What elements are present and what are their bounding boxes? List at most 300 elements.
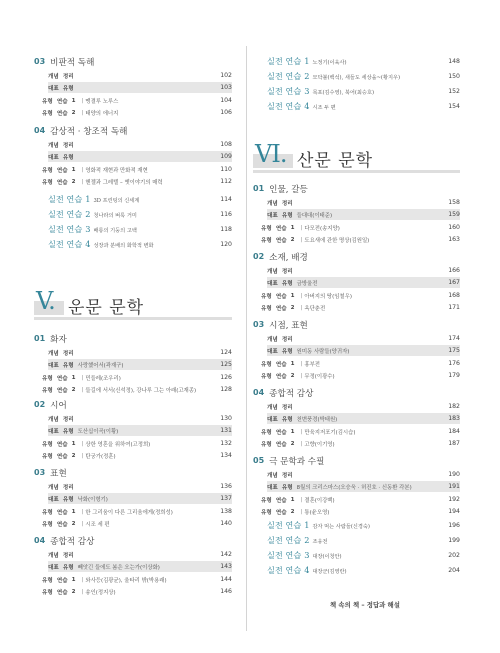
page-number: 190 [448, 471, 460, 478]
representative-label: 대표 [48, 362, 59, 369]
practice-type-entry [34, 449, 232, 462]
practice-number: 1 [290, 428, 295, 435]
separator: | [81, 588, 84, 595]
separator: | [81, 452, 84, 459]
practice-type-entry [253, 233, 460, 246]
summary-label: 정리 [281, 404, 293, 411]
representative-label: 대표 [267, 416, 278, 423]
page-number: 131 [220, 427, 232, 434]
section-title: 시점, 표현 [269, 320, 308, 331]
representative-label: 대표 [48, 154, 59, 161]
separator: | [300, 236, 303, 243]
practice-number: 4 [85, 239, 91, 249]
page-number: 130 [220, 415, 232, 422]
real-practice-label: 실전 연습 [267, 86, 302, 96]
summary-label: 정리 [62, 416, 74, 423]
practice-number: 1 [290, 224, 295, 231]
type-label: 유형 [261, 429, 272, 436]
concept-label: 개념 [267, 268, 278, 275]
practice-number: 2 [290, 508, 295, 515]
type-label: 유형 [281, 212, 293, 219]
practice-number: 2 [290, 440, 295, 447]
representative-type-entry [34, 492, 232, 505]
practice-number: 1 [304, 520, 310, 530]
practice-label: 연습 [56, 577, 68, 584]
unit-number: VI. [255, 140, 287, 168]
practice-number: 1 [290, 292, 295, 299]
practice-number: 1 [71, 576, 76, 583]
page-number: 171 [448, 304, 460, 311]
page-number: 103 [220, 84, 232, 91]
practice-number: 2 [304, 535, 310, 545]
type-label: 유형 [261, 509, 272, 516]
entry-title: 청나라의 벼룩 거미 [93, 213, 137, 219]
practice-label: 연습 [56, 167, 68, 174]
entry-title: 탄궁가(정훈) [85, 453, 116, 460]
practice-label: 연습 [56, 509, 68, 516]
section-number: 05 [253, 456, 265, 465]
type-label: 유형 [62, 154, 74, 161]
practice-number: 2 [71, 520, 76, 527]
page-number: 137 [220, 495, 232, 502]
section-heading [253, 317, 460, 332]
entry-title: 영화적 재현과 만화적 재현 [85, 167, 148, 174]
page-number: 136 [220, 483, 232, 490]
real-practice-heading [267, 86, 374, 97]
page-number: 175 [448, 347, 460, 354]
representative-type-entry [253, 276, 460, 289]
page-number: 152 [448, 88, 460, 95]
entry-title: 금방울전 [296, 280, 318, 287]
practice-number: 2 [85, 209, 91, 219]
real-practice-label: 실전 연습 [267, 550, 302, 560]
page-number: 124 [220, 349, 232, 356]
concept-label: 개념 [267, 404, 278, 411]
separator: | [81, 97, 84, 104]
practice-number: 1 [71, 166, 76, 173]
section-title: 소재, 배경 [269, 252, 308, 263]
representative-label: 대표 [48, 496, 59, 503]
section-title: 극 문학과 수필 [269, 456, 325, 467]
entry-title: 감자 먹는 사람들(신경숙) [312, 524, 370, 530]
representative-label: 대표 [267, 484, 278, 491]
real-practice-heading [267, 56, 347, 67]
type-label: 유형 [62, 496, 74, 503]
entry-title: 모닥불(백석), 새들도 세상을~(황지우) [312, 75, 401, 81]
page-number: 183 [448, 415, 460, 422]
practice-label: 연습 [56, 441, 68, 448]
practice-number: 2 [290, 236, 295, 243]
practice-number: 1 [71, 440, 76, 447]
summary-label: 정리 [281, 336, 293, 343]
summary-label: 정리 [281, 200, 293, 207]
practice-number: 4 [304, 565, 310, 575]
practice-number: 4 [304, 101, 310, 111]
entry-title: 들대대(이태준) [296, 212, 333, 219]
entry-title: 다모전(송지양) [304, 225, 340, 232]
representative-type-entry [34, 358, 232, 371]
separator: | [81, 508, 84, 515]
representative-type-entry [253, 344, 460, 357]
entry-title: 조웅전 [312, 539, 328, 545]
type-label: 유형 [261, 305, 272, 312]
concept-label: 개념 [267, 472, 278, 479]
practice-label: 연습 [56, 387, 68, 394]
real-practice-heading [267, 535, 328, 546]
practice-number: 2 [290, 372, 295, 379]
type-label: 유형 [42, 589, 53, 596]
practice-label: 연습 [275, 497, 287, 504]
page-number: 109 [220, 153, 232, 160]
practice-number: 3 [85, 224, 91, 234]
concept-label: 개념 [48, 142, 59, 149]
separator: | [81, 166, 84, 173]
entry-title: 시조 세 편 [85, 521, 110, 528]
real-practice-heading [267, 71, 400, 82]
real-practice-heading [267, 520, 370, 531]
representative-label: 대표 [267, 280, 278, 287]
practice-label: 연습 [275, 429, 287, 436]
practice-number: 2 [71, 178, 76, 185]
page-number: 182 [448, 403, 460, 410]
page-number: 110 [220, 166, 232, 173]
page-number: 125 [220, 361, 232, 368]
practice-label: 연습 [275, 509, 287, 516]
real-practice-entry [253, 548, 460, 563]
separator: | [81, 374, 84, 381]
practice-number: 1 [304, 56, 310, 66]
entry-title: 배롱의 기둥의 고백 [93, 228, 137, 234]
practice-label: 연습 [275, 237, 287, 244]
type-label: 유형 [42, 167, 53, 174]
section-heading [34, 533, 232, 548]
entry-title: 옥단춘전 [304, 305, 326, 312]
representative-type-entry [34, 150, 232, 163]
page-number: 167 [448, 279, 460, 286]
page-number: 102 [220, 72, 232, 79]
page-number: 202 [448, 552, 460, 559]
section-heading [253, 249, 460, 264]
unit-title: 운문 문학 [68, 298, 145, 318]
page-number: 158 [448, 199, 460, 206]
practice-label: 연습 [275, 373, 287, 380]
practice-type-entry [34, 517, 232, 530]
entry-title: 결혼(이강백) [304, 497, 335, 504]
concept-label: 개념 [48, 416, 59, 423]
page-number: 160 [448, 224, 460, 231]
page-number: 184 [448, 428, 460, 435]
summary-label: 정리 [62, 73, 74, 80]
separator: | [81, 520, 84, 527]
practice-number: 1 [71, 374, 76, 381]
page-number: 120 [220, 241, 232, 248]
summary-label: 정리 [62, 350, 74, 357]
practice-type-entry [253, 437, 460, 450]
entry-title: 맹결루 노루스 [85, 98, 119, 105]
page-number: 128 [220, 386, 232, 393]
type-label: 유형 [281, 348, 293, 355]
entry-title: 와사등(김광균), 울타리 밖(박용래) [85, 577, 167, 584]
page-number: 144 [220, 576, 232, 583]
page-number: 143 [220, 563, 232, 570]
page-number: 146 [220, 588, 232, 595]
section-heading [253, 453, 460, 468]
section-number: 03 [34, 468, 46, 477]
practice-number: 2 [71, 588, 76, 595]
separator: | [81, 440, 84, 447]
real-practice-label: 실전 연습 [267, 565, 302, 575]
real-practice-heading [267, 550, 342, 561]
page-number: 114 [220, 196, 232, 203]
real-practice-heading [48, 239, 154, 250]
separator: | [300, 292, 303, 299]
page-number: 194 [448, 508, 460, 515]
section-title: 시어 [50, 400, 67, 411]
practice-label: 연습 [275, 361, 287, 368]
type-label: 유형 [42, 98, 53, 105]
entry-title: 상한 영혼을 위하여(고정희) [85, 441, 151, 448]
entry-title: 홍부전 [304, 361, 320, 368]
real-practice-heading [267, 565, 347, 576]
entry-title: 사랑했어서(곽재구) [77, 362, 124, 369]
practice-number: 1 [290, 360, 295, 367]
concept-label: 개념 [48, 350, 59, 357]
section-title: 종합적 감상 [269, 388, 314, 399]
type-label: 유형 [261, 225, 272, 232]
practice-number: 3 [304, 550, 310, 560]
section-number: 01 [253, 184, 265, 193]
summary-label: 정리 [62, 484, 74, 491]
real-practice-entry [253, 533, 460, 548]
page-number: 154 [448, 103, 460, 110]
section-heading [253, 181, 460, 196]
representative-type-entry [253, 412, 460, 425]
type-label: 유형 [261, 237, 272, 244]
unit-title: 산문 문학 [297, 151, 374, 171]
page-number: 204 [448, 567, 460, 574]
page-number: 168 [448, 292, 460, 299]
entry-title: 민들레(조우리) [85, 375, 121, 382]
section-heading [34, 465, 232, 480]
separator: | [300, 304, 303, 311]
page-number: 192 [448, 496, 460, 503]
real-practice-heading [267, 101, 336, 112]
page-number: 174 [448, 335, 460, 342]
entry-title: 헨젤과 그레텔 – 옛이야기의 매력 [85, 179, 163, 186]
section-title: 표현 [50, 468, 67, 479]
entry-title: 빼앗긴 들에도 봄은 오는가(이상화) [77, 564, 160, 571]
unit-heading [253, 140, 460, 174]
page-number: 106 [220, 109, 232, 116]
real-practice-label: 실전 연습 [267, 71, 302, 81]
section-heading [34, 54, 232, 69]
real-practice-entry [34, 192, 232, 207]
section-title: 화자 [50, 334, 67, 345]
type-label: 유형 [42, 179, 53, 186]
practice-number: 2 [71, 452, 76, 459]
entry-title: 성장과 분배의 화학적 변화 [93, 243, 154, 249]
entry-title: 통(윤오영) [304, 509, 330, 516]
section-heading [253, 385, 460, 400]
page-number: 163 [448, 236, 460, 243]
practice-type-entry [34, 106, 232, 119]
type-label: 유형 [42, 453, 53, 460]
real-practice-entry [253, 54, 460, 69]
practice-number: 2 [71, 386, 76, 393]
separator: | [81, 576, 84, 583]
real-practice-label: 실전 연습 [48, 224, 83, 234]
entry-title: 천변풍경(박태원) [296, 416, 338, 423]
concept-label: 개념 [267, 200, 278, 207]
real-practice-heading [48, 209, 137, 220]
practice-number: 3 [304, 86, 310, 96]
practice-type-entry [253, 369, 460, 382]
practice-label: 연습 [56, 453, 68, 460]
summary-label: 정리 [62, 552, 74, 559]
summary-label: 정리 [281, 472, 293, 479]
real-practice-label: 실전 연습 [267, 56, 302, 66]
separator: | [81, 178, 84, 185]
entry-title: 8월의 크리스마스(오승욱 · 허진호 · 신동환 각본) [296, 484, 412, 491]
page-number: 142 [220, 551, 232, 558]
type-label: 유형 [62, 564, 74, 571]
separator: | [300, 224, 303, 231]
section-title: 인물, 갈등 [269, 184, 308, 195]
entry-title: 한 그리움이 다른 그리움에게(정희성) [85, 509, 173, 516]
practice-number: 1 [71, 508, 76, 515]
practice-label: 연습 [56, 179, 68, 186]
page-number: 176 [448, 360, 460, 367]
entry-title: 3D 프린팅의 신세계 [93, 198, 140, 204]
entry-title: 아버지의 땅(임철우) [304, 293, 352, 300]
practice-number: 1 [71, 97, 76, 104]
type-label: 유형 [42, 577, 53, 584]
representative-label: 대표 [48, 428, 59, 435]
separator: | [81, 386, 84, 393]
section-heading [34, 397, 232, 412]
page-number: 150 [448, 73, 460, 80]
page-number: 126 [220, 374, 232, 381]
section-heading [34, 123, 232, 138]
page-number: 132 [220, 440, 232, 447]
concept-label: 개념 [267, 336, 278, 343]
unit-number: V. [36, 287, 55, 315]
representative-type-entry [34, 560, 232, 573]
entry-title: 송인(정지상) [85, 589, 116, 596]
entry-title: 낙화(이형기) [77, 496, 108, 503]
summary-label: 정리 [281, 268, 293, 275]
real-practice-heading [48, 224, 137, 235]
practice-number: 1 [290, 496, 295, 503]
entry-title: 원미동 사람들(양귀자) [296, 348, 350, 355]
type-label: 유형 [261, 441, 272, 448]
real-practice-label: 실전 연습 [48, 194, 83, 204]
real-practice-label: 실전 연습 [267, 101, 302, 111]
page-number: 116 [220, 211, 232, 218]
real-practice-label: 실전 연습 [48, 209, 83, 219]
representative-label: 대표 [267, 212, 278, 219]
practice-number: 2 [304, 71, 310, 81]
separator: | [300, 372, 303, 379]
real-practice-label: 실전 연습 [267, 520, 302, 530]
page-number: 199 [448, 537, 460, 544]
type-label: 유형 [42, 375, 53, 382]
representative-label: 대표 [48, 564, 59, 571]
practice-label: 연습 [56, 375, 68, 382]
real-practice-entry [253, 99, 460, 114]
page-number: 108 [220, 141, 232, 148]
answer-book-note: 책 속의 책 – 정답과 해설 [330, 601, 400, 609]
practice-type-entry [253, 505, 460, 518]
practice-type-entry [34, 175, 232, 188]
entry-title: 만육지저포기(김시습) [304, 429, 356, 436]
entry-title: 노정기(이육사) [312, 60, 347, 66]
entry-title: 목포(김수영), 북어(최승호) [312, 90, 374, 96]
page-number: 187 [448, 440, 460, 447]
summary-label: 정리 [62, 142, 74, 149]
real-practice-entry [253, 518, 460, 533]
type-label: 유형 [42, 110, 53, 117]
practice-label: 연습 [56, 589, 68, 596]
real-practice-entry [253, 84, 460, 99]
type-label: 유형 [281, 484, 293, 491]
type-label: 유형 [261, 293, 272, 300]
type-label: 유형 [62, 428, 74, 435]
page-number: 159 [448, 211, 460, 218]
section-title: 종합적 감상 [50, 536, 95, 547]
entry-title: 고향(이기영) [304, 441, 335, 448]
real-practice-heading [48, 194, 139, 205]
representative-type-entry [34, 81, 232, 94]
concept-label: 개념 [48, 484, 59, 491]
section-heading [34, 331, 232, 346]
section-number: 03 [34, 57, 46, 66]
page-number: 134 [220, 452, 232, 459]
practice-type-entry [253, 301, 460, 314]
section-number: 02 [253, 252, 265, 261]
entry-title: 대장군(김영란) [312, 569, 347, 575]
page-number: 118 [220, 226, 232, 233]
practice-label: 연습 [275, 441, 287, 448]
type-label: 유형 [261, 497, 272, 504]
type-label: 유형 [42, 441, 53, 448]
page-number: 112 [220, 178, 232, 185]
practice-number: 1 [85, 194, 91, 204]
page-number: 179 [448, 372, 460, 379]
page-number: 104 [220, 97, 232, 104]
practice-type-entry [34, 383, 232, 396]
practice-label: 연습 [275, 305, 287, 312]
real-practice-entry [34, 222, 232, 237]
entry-title: 대장(이청안) [312, 554, 342, 560]
representative-label: 대표 [48, 85, 59, 92]
unit-heading [34, 287, 232, 321]
practice-label: 연습 [56, 98, 68, 105]
section-number: 04 [34, 536, 46, 545]
type-label: 유형 [261, 373, 272, 380]
section-number: 02 [34, 400, 46, 409]
page-number: 196 [448, 522, 460, 529]
entry-title: 태양의 에너지 [85, 110, 119, 117]
type-label: 유형 [62, 85, 74, 92]
entry-title: 도요새에 관한 명상(김원일) [304, 237, 370, 244]
real-practice-label: 실전 연습 [267, 535, 302, 545]
section-number: 03 [253, 320, 265, 329]
concept-label: 개념 [48, 73, 59, 80]
real-practice-entry [253, 69, 460, 84]
section-number: 04 [253, 388, 265, 397]
entry-title: 무정(이광수) [304, 373, 335, 380]
